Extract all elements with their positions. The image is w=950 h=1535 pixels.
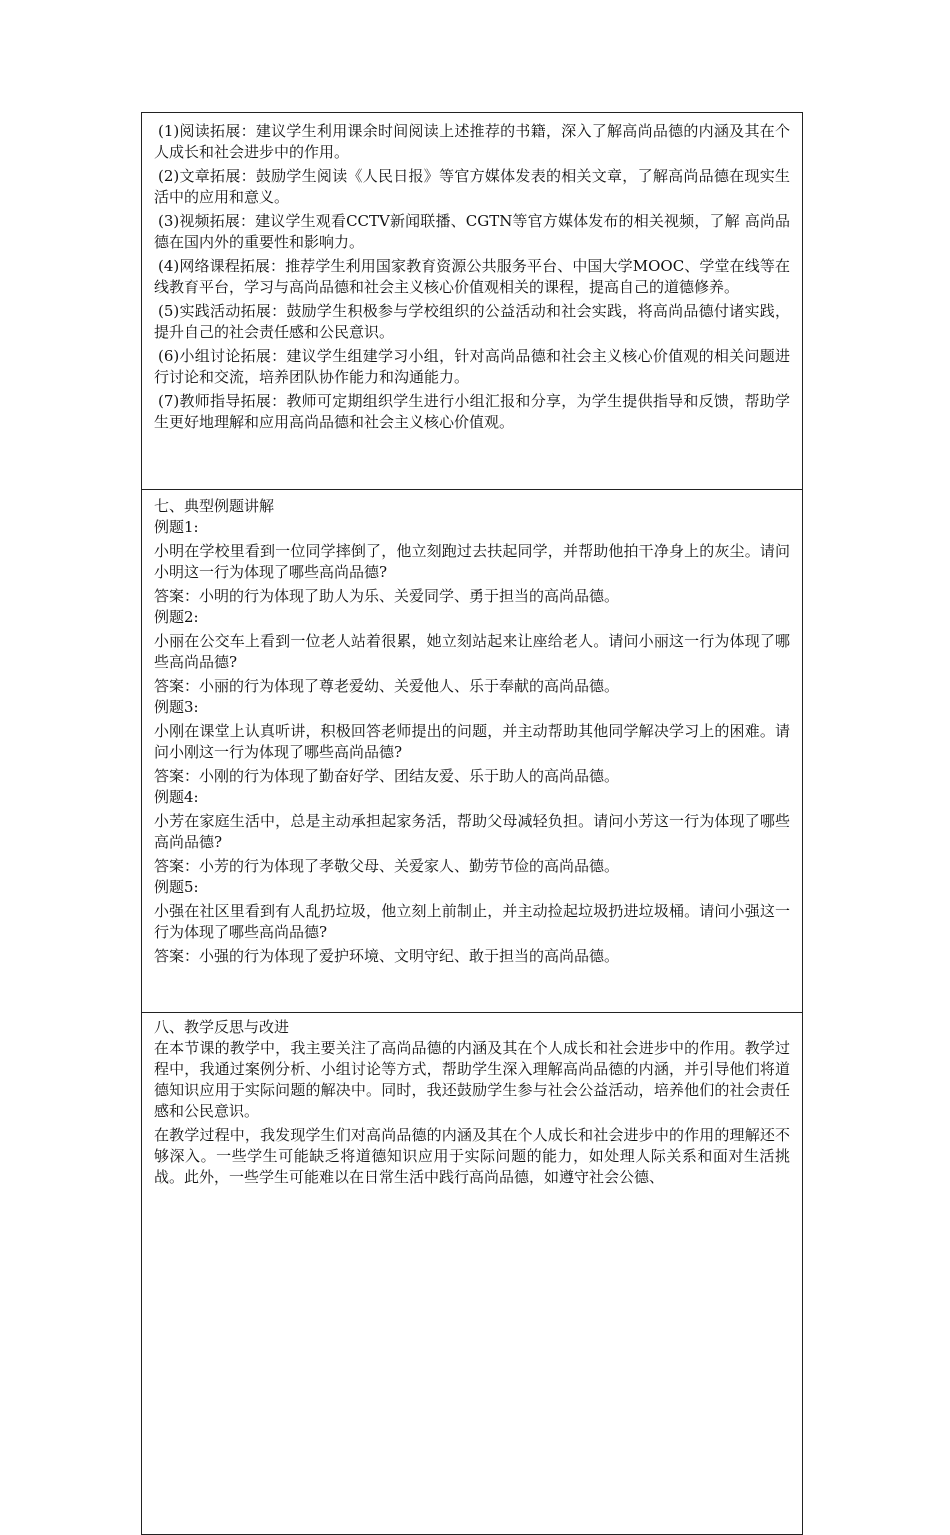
example-question: 小明在学校里看到一位同学摔倒了，他立刻跑过去扶起同学，并帮助他拍干净身上的灰尘。请问小明这一行为体现了哪些高尚品德? <box>154 542 790 581</box>
extension-cell <box>142 113 802 489</box>
extension-item-practice: (5)实践活动拓展：鼓励学生积极参与学校组织的公益活动和社会实践，将高尚品德付诸实践，提升自己的社会责任感和公民意识。 <box>154 302 790 341</box>
examples-heading: 七、典型例题讲解 <box>154 497 275 515</box>
example-answer: 答案：小强的行为体现了爱护环境、文明守纪、敢于担当的高尚品德。 <box>154 947 620 965</box>
reflection-paragraph: 在教学过程中，我发现学生们对高尚品德的内涵及其在个人成长和社会进步中的作用的理解还不够深入。一些学生可能缺乏将道德知识应用于实际问题的能力，如处理人际关系和面对生活挑战。此外，一些学生可能难以在日常生活中践行高尚品德，如遵守社会公德、 <box>154 1126 790 1186</box>
lesson-plan-table <box>141 112 803 1535</box>
reflection-paragraph: 在本节课的教学中，我主要关注了高尚品德的内涵及其在个人成长和社会进步中的作用。教学过程中，我通过案例分析、小组讨论等方式，帮助学生深入理解高尚品德的内涵，并引导他们将道德知识应用于实际问题的解决中。同时，我还鼓励学生参与社会公益活动，培养他们的社会责任感和公民意识。 <box>154 1039 790 1120</box>
example-question: 小丽在公交车上看到一位老人站着很累，她立刻站起来让座给老人。请问小丽这一行为体现了哪些高尚品德? <box>154 632 790 671</box>
example-answer: 答案：小明的行为体现了助人为乐、关爱同学、勇于担当的高尚品德。 <box>154 587 620 605</box>
extension-item-reading: (1)阅读拓展：建议学生利用课余时间阅读上述推荐的书籍，深入了解高尚品德的内涵及其在个人成长和社会进步中的作用。 <box>154 122 790 161</box>
examples-cell <box>142 489 802 1012</box>
extension-item-teacher-guidance: (7)教师指导拓展：教师可定期组织学生进行小组汇报和分享，为学生提供指导和反馈，帮助学生更好地理解和应用高尚品德和社会主义核心价值观。 <box>154 392 790 431</box>
example-answer: 答案：小丽的行为体现了尊老爱幼、关爱他人、乐于奉献的高尚品德。 <box>154 677 620 695</box>
example-question: 小强在社区里看到有人乱扔垃圾，他立刻上前制止，并主动捡起垃圾扔进垃圾桶。请问小强这一行为体现了哪些高尚品德? <box>154 902 790 941</box>
extension-item-article: (2)文章拓展：鼓励学生阅读《人民日报》等官方媒体发表的相关文章，了解高尚品德在现实生活中的应用和意义。 <box>154 167 790 206</box>
example-question: 小芳在家庭生活中，总是主动承担起家务活，帮助父母减轻负担。请问小芳这一行为体现了哪些高尚品德? <box>154 812 790 851</box>
example-question: 小刚在课堂上认真听讲，积极回答老师提出的问题，并主动帮助其他同学解决学习上的困难。请问小刚这一行为体现了哪些高尚品德? <box>154 722 790 761</box>
extension-item-group-discussion: (6)小组讨论拓展：建议学生组建学习小组，针对高尚品德和社会主义核心价值观的相关问题进行讨论和交流，培养团队协作能力和沟通能力。 <box>154 347 790 386</box>
example-answer: 答案：小刚的行为体现了勤奋好学、团结友爱、乐于助人的高尚品德。 <box>154 767 620 785</box>
example-label: 例题3: <box>154 698 199 716</box>
example-answer: 答案：小芳的行为体现了孝敬父母、关爱家人、勤劳节俭的高尚品德。 <box>154 857 620 875</box>
example-label: 例题1: <box>154 518 199 536</box>
extension-item-online-course: (4)网络课程拓展：推荐学生利用国家教育资源公共服务平台、中国大学MOOC、学堂在线等在线教育平台，学习与高尚品德和社会主义核心价值观相关的课程，提高自己的道德修养。 <box>154 257 790 296</box>
extension-item-video: (3)视频拓展：建议学生观看CCTV新闻联播、CGTN等官方媒体发布的相关视频，了解 高尚品德在国内外的重要性和影响力。 <box>154 212 790 251</box>
example-label: 例题4: <box>154 788 199 806</box>
example-label: 例题5: <box>154 878 199 896</box>
reflection-heading: 八、教学反思与改进 <box>154 1018 290 1036</box>
example-label: 例题2: <box>154 608 199 626</box>
reflection-cell <box>142 1012 802 1534</box>
